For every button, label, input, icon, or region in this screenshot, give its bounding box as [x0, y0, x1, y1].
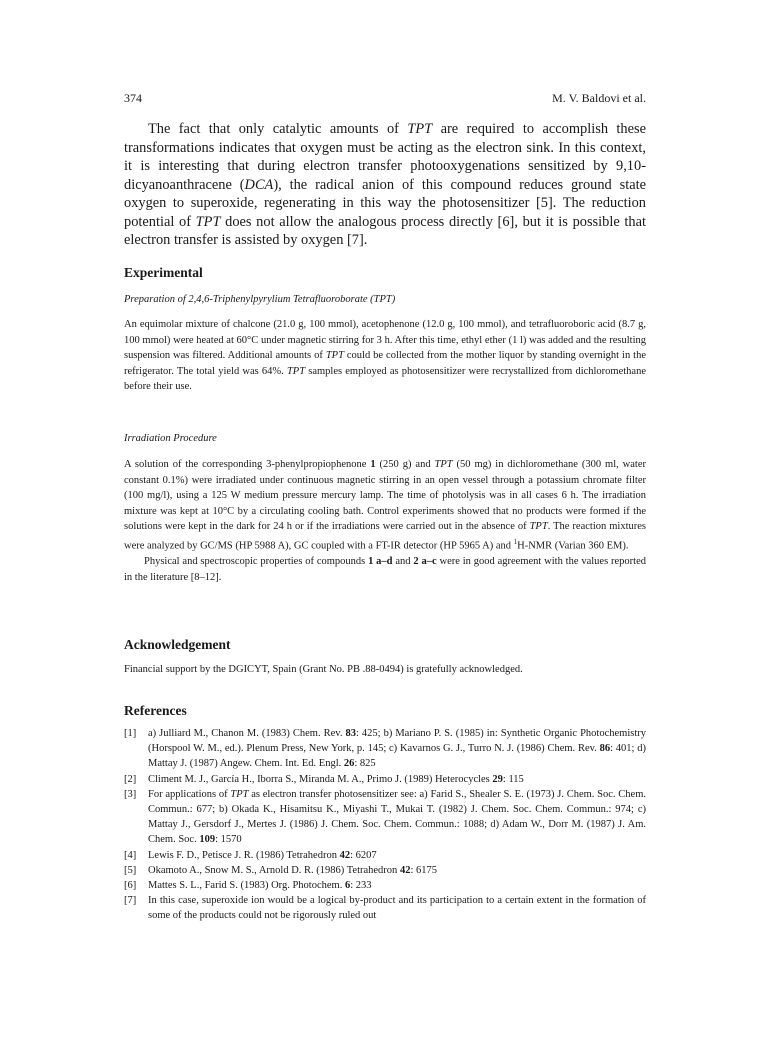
phys-text-1: Physical and spectroscopic properties of compounds	[144, 556, 369, 568]
intro-text-3: ), the radical anion of this compound reduces ground state oxygen to superoxide, regenerating in this way the photosensitizer [5]. The reduction potential of	[124, 176, 646, 230]
reference-item	[124, 772, 646, 787]
intro-paragraph	[124, 120, 646, 250]
reference-item	[124, 787, 646, 848]
reference-number: [1]	[124, 728, 137, 739]
irr-text-5: H-NMR (Varian 360 EM).	[517, 540, 629, 552]
irradiation-subtitle: Irradiation Procedure	[124, 433, 217, 444]
prep-text-2: could be collected from the mother liquor by standing overnight in the refrigerator. The total yield was 64%.	[124, 350, 646, 377]
ref-volume: 6	[344, 880, 351, 892]
phys-compound-2: 2 a–c	[413, 556, 437, 568]
ref-tpt: TPT	[230, 788, 249, 800]
reference-number: [6]	[124, 880, 137, 892]
intro-paragraph-block	[124, 120, 646, 250]
irr-text-1: A solution of the corresponding 3-phenylpropiophenone	[124, 459, 371, 470]
ref-text: Lewis F. D., Petisce J. R. (1986) Tetrahedron	[148, 849, 340, 861]
ref-text: : 6175	[410, 864, 437, 876]
preparation-subtitle	[124, 294, 395, 305]
prep-text-3: samples employed as photosensitizer were recrystallized from dichloromethane before their use.	[124, 365, 646, 393]
prep-title-close: )	[391, 294, 396, 305]
reference-number: [7]	[124, 895, 137, 907]
ref-volume: 42	[399, 864, 411, 876]
irradiation-paragraph	[124, 457, 646, 585]
prep-title-text: Preparation of 2,4,6-Triphenylpyrylium Tetrafluoroborate (	[124, 294, 374, 305]
ref-text: For applications of	[148, 788, 231, 800]
ref-text: Mattes S. L., Farid S. (1983) Org. Photochem.	[148, 880, 345, 892]
ref-text: : 401; d) Mattay J. (1987) Angew. Chem. Int. Ed. Engl.	[148, 743, 646, 770]
prep-tpt-1: TPT	[325, 350, 344, 362]
irr-tpt-2: TPT	[529, 521, 548, 533]
preparation-paragraph	[124, 317, 646, 395]
reference-item	[124, 878, 646, 893]
ref-volume: 42	[339, 849, 351, 861]
intro-dca: DCA	[244, 176, 274, 193]
intro-tpt-1: TPT	[407, 121, 433, 137]
ref-volume: 83	[345, 728, 356, 739]
reference-number: [3]	[124, 788, 137, 800]
prep-tpt-2: TPT	[286, 365, 306, 377]
intro-text-4: does not allow the analogous process directly [6], but it is possible that electron transfer is assisted by oxygen [7].	[124, 213, 646, 248]
irr-text-2: (250 g) and	[375, 459, 435, 470]
experimental-heading: Experimental	[124, 265, 203, 280]
ref-text: In this case, superoxide ion would be a logical by-product and its participation to a certain extent in the formation of some of the products could not be rigorously ruled out	[148, 895, 646, 922]
phys-compound-1: 1 a–d	[368, 556, 393, 568]
irr-text-3: (50 mg) in dichloromethane (300 ml, water constant 0.1%) were irradiated under continuous magnetic stirring in an open vessel through a potassium chromate filter (100 mg/l), using a 125 W medium pressure mercury lamp. The time of photolysis was in all cases 6 h. The irradiation mixture was kept at 10°C by a circulating cooling bath. Control experiments showed that no products were formed if the solutions were kept in the dark for 24 h or if the irradiations were carried out in the absence of	[124, 459, 647, 533]
ref-volume: 86	[599, 743, 611, 755]
ref-volume: 29	[492, 773, 503, 785]
ref-text: : 6207	[350, 849, 377, 861]
ref-text: : 1570	[215, 834, 242, 846]
reference-number: [5]	[124, 864, 137, 876]
reference-item	[124, 893, 646, 923]
reference-item	[124, 726, 646, 772]
prep-text-1: An equimolar mixture of chalcone (21.0 g, 100 mmol), acetophenone (12.0 g, 100 mmol), and tetrafluoroboric acid (8.7 g, 100 mmol) were heated at 60°C under magnetic stirring for 3 h. After this time, ethyl ether (1 l) was added and the resulting suspension was filtered. Additional amounts of	[124, 319, 646, 362]
irr-superscript: 1	[513, 537, 518, 546]
intro-text-2: are required to accomplish these transformations indicates that oxygen must be acting as the electron sink. In this context, it is interesting that during electron transfer photooxygenations sensitized by 9,10-dicyanoanthracene (	[124, 121, 646, 193]
ref-text: : 115	[502, 773, 524, 785]
ref-volume: 109	[199, 834, 216, 846]
intro-tpt-2: TPT	[195, 213, 221, 230]
irr-text-4: . The reaction mixtures were analyzed by GC/MS (HP 5988 A), GC coupled with a FT-IR detector (HP 5965 A) and	[124, 521, 646, 552]
intro-text-1: The fact that only catalytic amounts of	[148, 121, 408, 137]
references-list	[124, 726, 646, 924]
ref-text: : 233	[350, 880, 372, 892]
page-number: 374	[124, 91, 142, 105]
ref-text: a) Julliard M., Chanon M. (1983) Chem. Rev.	[148, 728, 346, 739]
phys-text-2: and	[392, 556, 414, 568]
irr-tpt-1: TPT	[434, 459, 453, 470]
reference-number: [2]	[124, 773, 137, 785]
references-heading: References	[124, 703, 187, 718]
reference-item	[124, 848, 646, 863]
reference-number: [4]	[124, 849, 137, 861]
ref-text: as electron transfer photosensitizer see: a) Farid S., Shealer S. E. (1973) J. Chem. Soc. Chem. Commun.: 677; b) Okada K., Hisamitsu K., Miyashi T., Mukai T. (1982) J. Chem. Soc. Chem. Commun.: 974; c) Mattay J., Gersdorf J., Mertes J. (1986) J. Chem. Soc. Chem. Commun.: 1088; d) Adam W., Dorr M. (1987) J. Am. Chem. Soc.	[148, 788, 647, 846]
ref-text: : 825	[354, 758, 376, 770]
phys-text-3: were in good agreement with the values reported in the literature [8–12].	[124, 556, 646, 583]
physical-properties-paragraph	[124, 554, 646, 585]
reference-item	[124, 863, 646, 878]
acknowledgement-heading: Acknowledgement	[124, 637, 231, 652]
prep-title-tpt: TPT	[373, 294, 392, 305]
running-header-authors: M. V. Baldovi et al.	[552, 91, 646, 105]
acknowledgement-text: Financial support by the DGICYT, Spain (Grant No. PB .88-0494) is gratefully acknowledged.	[124, 664, 523, 675]
ref-text: Okamoto A., Snow M. S., Arnold D. R. (1986) Tetrahedron	[148, 864, 400, 876]
ref-text: Climent M. J., García H., Iborra S., Miranda M. A., Primo J. (1989) Heterocycles	[148, 773, 493, 785]
ref-text: : 425; b) Mariano P. S. (1985) in: Synthetic Organic Photochemistry (Horspool W. M., ed.). Plenum Press, New York, p. 145; c) Kavarnos G. J., Turro N. J. (1986) Chem. Rev.	[148, 728, 647, 755]
irr-compound: 1	[370, 459, 376, 470]
ref-volume: 26	[343, 758, 355, 770]
